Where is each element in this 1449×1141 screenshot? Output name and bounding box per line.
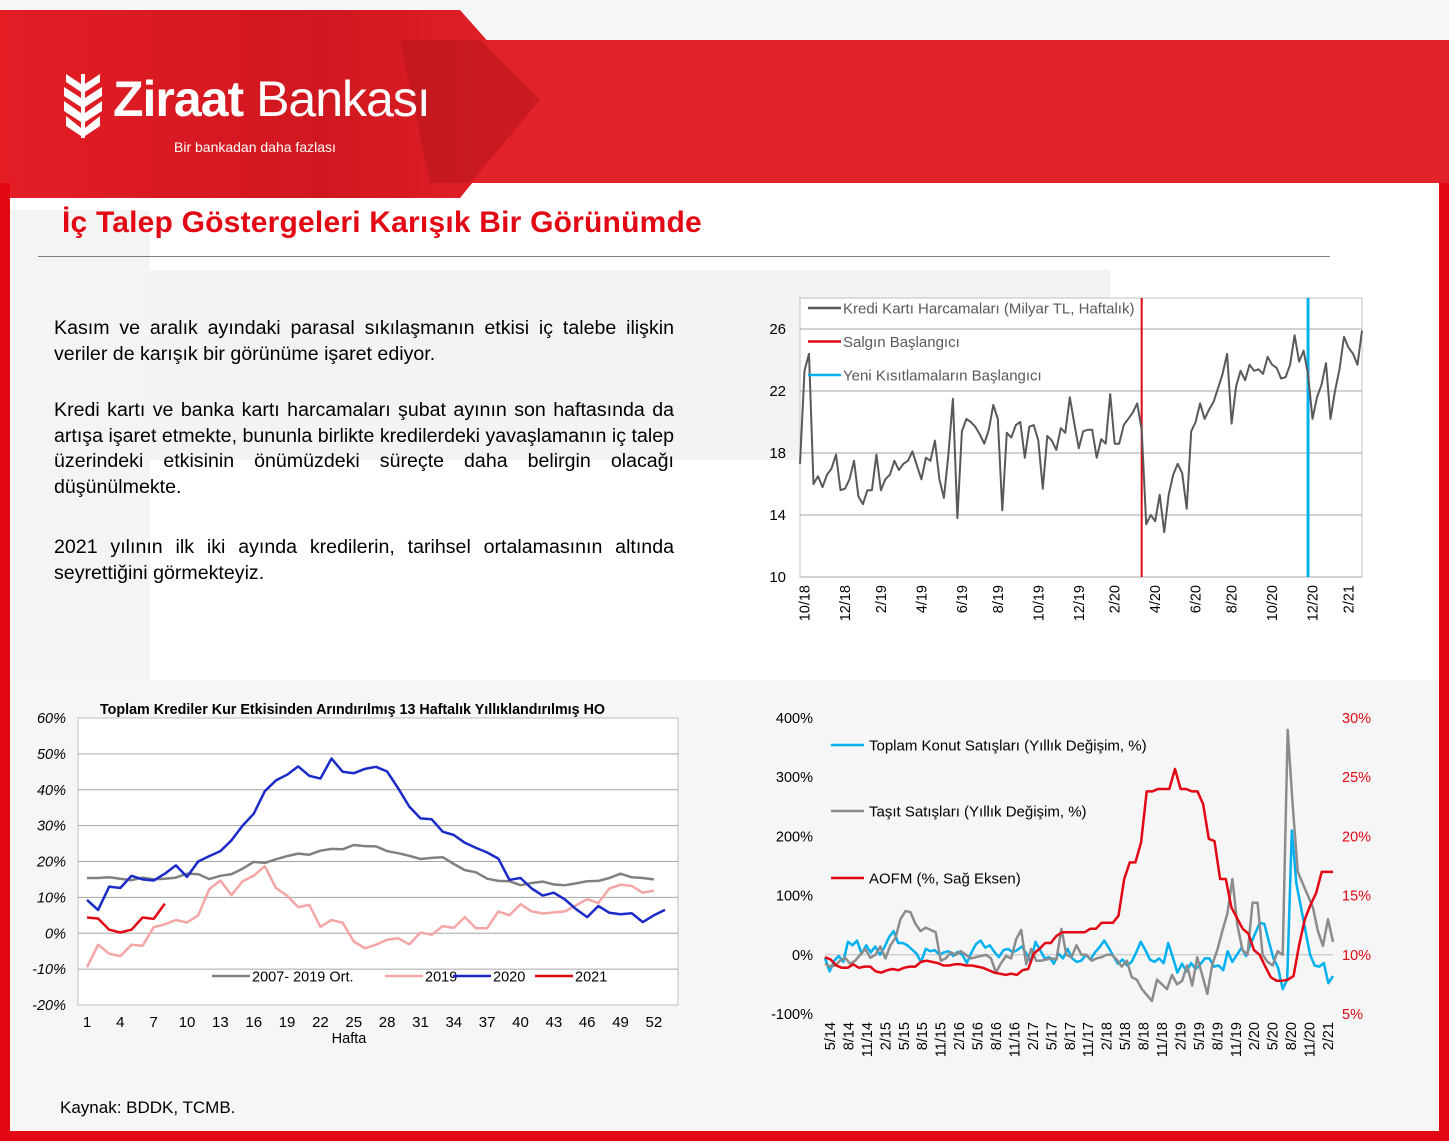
x-tick-label: 5/16 xyxy=(970,1022,987,1051)
x-tick-label: 4 xyxy=(116,1014,125,1031)
legend-label: 2020 xyxy=(493,969,526,986)
series-line-0 xyxy=(825,831,1333,990)
x-tick-label: 2/20 xyxy=(1107,585,1124,614)
x-tick-label: 11/16 xyxy=(1007,1022,1024,1058)
y-right-tick-label: 30% xyxy=(1342,711,1372,727)
x-tick-label: 16 xyxy=(245,1014,263,1031)
y-tick-label: 50% xyxy=(36,746,66,763)
x-tick-label: 7 xyxy=(149,1014,158,1031)
chart-credit-card xyxy=(740,285,1380,665)
x-tick-label: 8/19 xyxy=(1210,1022,1227,1051)
x-tick-label: 10/19 xyxy=(1031,585,1048,622)
legend-label: 2021 xyxy=(575,969,608,986)
x-tick-label: 10 xyxy=(178,1014,196,1031)
x-tick-label: 8/17 xyxy=(1062,1022,1079,1051)
y-tick-label: 0% xyxy=(45,926,66,943)
x-tick-label: 8/14 xyxy=(841,1022,858,1051)
banner-right xyxy=(400,40,1449,183)
red-border-bottom xyxy=(0,1131,1449,1141)
y-tick-label: 18 xyxy=(769,445,786,462)
chart-housing-auto-aofm xyxy=(745,700,1405,1100)
x-tick-label: 2/15 xyxy=(878,1022,895,1051)
wheat-logo-icon xyxy=(60,70,106,140)
slide-title: İç Talep Göstergeleri Karışık Bir Görünümde xyxy=(62,206,702,239)
legend-label: Salgın Başlangıcı xyxy=(843,334,960,351)
paragraph-1: Kasım ve aralık ayındaki parasal sıkılaşmanın etkisi iç talebe ilişkin veriler de karışık bir görünüme işaret ediyor. xyxy=(54,317,674,365)
x-tick-label: 2/16 xyxy=(952,1022,969,1051)
y-tick-label: 26 xyxy=(769,321,786,338)
y-tick-label: 40% xyxy=(36,782,66,799)
legend-label: Taşıt Satışları (Yıllık Değişim, %) xyxy=(869,803,1087,821)
x-tick-label: 52 xyxy=(645,1014,663,1031)
x-tick-label: 5/14 xyxy=(823,1022,839,1051)
x-tick-label: 5/15 xyxy=(896,1022,913,1051)
y-right-tick-label: 25% xyxy=(1342,770,1372,787)
y-right-tick-label: 5% xyxy=(1342,1007,1363,1023)
y-left-tick-label: 300% xyxy=(775,770,813,787)
x-tick-label: 8/20 xyxy=(1284,1022,1301,1051)
x-axis-label: Hafta xyxy=(331,1031,367,1047)
x-tick-label: 8/19 xyxy=(990,585,1007,614)
title-divider xyxy=(38,256,1330,257)
x-tick-label: 4/20 xyxy=(1148,585,1165,614)
x-tick-label: 2/17 xyxy=(1025,1022,1042,1051)
x-tick-label: 11/15 xyxy=(933,1022,950,1058)
y-tick-label: -10% xyxy=(32,962,66,979)
y-left-tick-label: -100% xyxy=(771,1007,813,1023)
x-tick-label: 25 xyxy=(345,1014,363,1031)
x-tick-label: 5/20 xyxy=(1265,1022,1282,1051)
x-tick-label: 8/16 xyxy=(989,1022,1005,1051)
x-tick-label: 5/18 xyxy=(1118,1022,1135,1051)
x-tick-label: 13 xyxy=(212,1014,229,1031)
legend-label: Toplam Konut Satışları (Yıllık Değişim, %) xyxy=(869,737,1147,755)
x-tick-label: 6/20 xyxy=(1188,585,1205,614)
y-right-tick-label: 20% xyxy=(1342,829,1372,846)
x-tick-label: 8/18 xyxy=(1136,1022,1153,1051)
chart-title: Toplam Krediler Kur Etkisinden Arındırılmış 13 Haftalık Yıllıklandırılmış HO xyxy=(100,702,606,718)
y-left-tick-label: 400% xyxy=(775,711,813,727)
x-tick-label: 11/19 xyxy=(1228,1022,1245,1058)
x-tick-label: 8/15 xyxy=(915,1022,932,1051)
y-tick-label: -20% xyxy=(32,998,66,1014)
x-tick-label: 34 xyxy=(445,1014,463,1031)
x-tick-label: 28 xyxy=(378,1014,396,1031)
y-left-tick-label: 100% xyxy=(775,888,813,905)
x-tick-label: 43 xyxy=(545,1014,563,1031)
y-tick-label: 30% xyxy=(36,818,66,835)
legend-label: 2007- 2019 Ort. xyxy=(252,969,354,986)
red-border-right xyxy=(1439,183,1449,1141)
y-tick-label: 10 xyxy=(769,569,786,586)
y-tick-label: 14 xyxy=(769,507,786,524)
y-left-tick-label: 0% xyxy=(792,947,813,964)
x-tick-label: 5/19 xyxy=(1191,1022,1208,1051)
legend-label: Kredi Kartı Harcamaları (Milyar TL, Haftalık) xyxy=(843,300,1135,318)
legend-label: 2019 xyxy=(425,969,458,986)
chart-total-loans xyxy=(20,690,700,1070)
x-tick-label: 22 xyxy=(312,1014,329,1031)
x-tick-label: 40 xyxy=(512,1014,529,1031)
x-tick-label: 2/19 xyxy=(1173,1022,1190,1051)
x-tick-label: 2/19 xyxy=(873,585,890,614)
paragraph-2: Kredi kartı ve banka kartı harcamaları şubat ayının son haftasında da artışa işaret etmekte, bununla birlikte kredilerdeki yavaşlamanın iç talep üzerindeki etkisinin önümüzdeki süreçte daha belirgin olacağı düşünülmekte. xyxy=(54,399,674,498)
x-tick-label: 6/19 xyxy=(954,585,971,614)
paragraph-3: 2021 yılının ilk iki ayında kredilerin, tarihsel ortalamasının altında seyrettiğini görmekteyiz. xyxy=(54,536,674,584)
x-tick-label: 12/18 xyxy=(837,585,854,622)
x-tick-label: 11/17 xyxy=(1081,1022,1098,1058)
source-note: Kaynak: BDDK, TCMB. xyxy=(60,1098,236,1117)
y-tick-label: 22 xyxy=(769,383,786,400)
x-tick-label: 1 xyxy=(82,1014,92,1031)
x-tick-label: 12/20 xyxy=(1305,585,1322,622)
y-right-tick-label: 15% xyxy=(1342,888,1372,905)
y-tick-label: 10% xyxy=(36,890,66,907)
x-tick-label: 49 xyxy=(612,1014,629,1031)
x-tick-label: 2/18 xyxy=(1099,1022,1116,1051)
x-tick-label: 37 xyxy=(478,1014,496,1031)
x-tick-label: 2/20 xyxy=(1247,1022,1264,1051)
brand-tagline: Bir bankadan daha fazlası xyxy=(174,139,336,155)
x-tick-label: 10/20 xyxy=(1265,585,1282,622)
y-tick-label: 60% xyxy=(36,711,66,727)
x-tick-label: 2/21 xyxy=(1341,585,1358,614)
x-tick-label: 19 xyxy=(278,1014,296,1031)
y-left-tick-label: 200% xyxy=(775,829,813,846)
y-tick-label: 20% xyxy=(36,854,66,871)
red-border-left xyxy=(0,183,10,1141)
x-tick-label: 11/14 xyxy=(859,1022,876,1058)
x-tick-label: 10/18 xyxy=(797,585,814,622)
x-tick-label: 8/20 xyxy=(1224,585,1241,614)
x-tick-label: 46 xyxy=(578,1014,596,1031)
x-tick-label: 31 xyxy=(412,1014,429,1031)
legend-label: AOFM (%, Sağ Eksen) xyxy=(869,870,1021,888)
x-tick-label: 4/19 xyxy=(914,585,931,614)
x-tick-label: 5/17 xyxy=(1044,1022,1061,1051)
x-tick-label: 2/21 xyxy=(1321,1022,1337,1051)
x-tick-label: 11/18 xyxy=(1155,1022,1171,1058)
legend-label: Yeni Kısıtlamaların Başlangıcı xyxy=(843,367,1042,385)
x-tick-label: 12/19 xyxy=(1071,585,1088,622)
x-tick-label: 11/20 xyxy=(1302,1022,1319,1058)
brand-name: Ziraat Bankası xyxy=(113,71,430,127)
y-right-tick-label: 10% xyxy=(1342,947,1372,964)
